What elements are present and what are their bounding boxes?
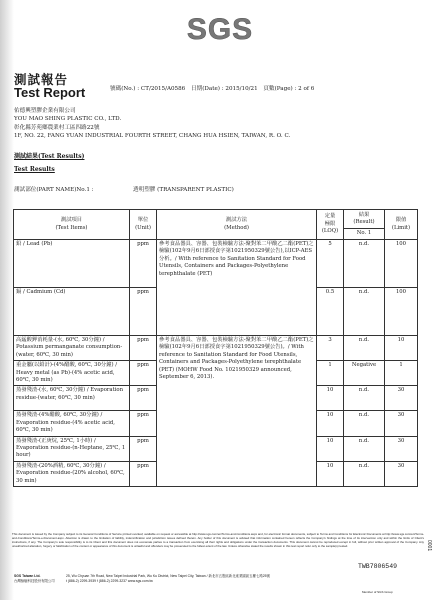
sgs-company-en: SGS Taiwan Ltd. <box>14 574 41 578</box>
row-item: 蒸發殘渣-(水, 60℃, 30分鐘) / Evaporation residue-(water, 60℃, 30 min) <box>14 386 130 411</box>
row-loq: 10 <box>317 461 344 486</box>
row-method: 參考食品器具、容器、包裝檢驗方法-聚對苯二甲酸乙二酯(PET)之檢驗(102年9月6日部授食字第1021950329號公告),以ICP-AES分析。/ With reference to Sanitation Standard for Food Utensils, Containers and Packages-Polyethylene terephthalate (PET) <box>157 240 317 336</box>
row-result: n.d. <box>344 240 385 288</box>
row-item: 高錳酸鉀消耗量-(水, 60℃, 30分鐘) / Potassium permanganate consumption-(water, 60℃, 30 min) <box>14 336 130 361</box>
row-loq: 0.5 <box>317 288 344 336</box>
company-block <box>14 107 290 141</box>
row-item: 鉛 / Lead (Pb) <box>14 240 130 288</box>
results-table <box>13 209 418 487</box>
row-loq: 10 <box>317 436 344 461</box>
row-result: n.d. <box>344 411 385 436</box>
row-result: n.d. <box>344 288 385 336</box>
header-result-no: No. 1 <box>344 229 385 240</box>
table-header-row <box>14 210 418 229</box>
row-loq: 1 <box>317 361 344 386</box>
svg-text:SGS: SGS <box>186 13 254 46</box>
section-title-zh: 測試結果(Test Results) <box>14 153 85 160</box>
row-unit: ppm <box>130 386 157 411</box>
row-limit: 30 <box>385 436 418 461</box>
report-title-en: Test Report <box>14 85 86 100</box>
header-limit: 限值 (Limit) <box>385 210 418 240</box>
row-unit: ppm <box>130 240 157 288</box>
row-limit: 100 <box>385 240 418 288</box>
row-loq: 3 <box>317 336 344 361</box>
sgs-logo <box>174 8 266 48</box>
row-item: 蒸發殘渣-(20%酒精, 60℃, 30分鐘) / Evaporation residue-(20% alcohol, 60℃, 30 min) <box>14 461 130 486</box>
table-row <box>14 336 418 361</box>
row-result: n.d. <box>344 386 385 411</box>
row-unit: ppm <box>130 288 157 336</box>
row-unit: ppm <box>130 336 157 361</box>
part-name-label: 測試部位(PART NAME)No.1 : <box>14 187 94 193</box>
sgs-address: 25, Wu Chyuan 7th Road, New Taipei Industrial Park, Wu Ku District, New Taipei City, Taiwan / 新北市五股區新北產業園區五權七路25號 <box>66 574 270 578</box>
scan-shadow <box>0 0 14 600</box>
row-limit: 100 <box>385 288 418 336</box>
row-result: n.d. <box>344 461 385 486</box>
member-of-sgs: Member of SGS Group <box>362 590 393 594</box>
row-loq: 10 <box>317 411 344 436</box>
company-name-zh: 佑德興塑膠企業有限公司 <box>14 108 76 114</box>
part-name-row <box>14 185 234 193</box>
row-result: Negative <box>344 361 385 386</box>
company-address-zh: 彰化縣芳苑鄉農業村工區四路22號 <box>14 124 100 131</box>
sgs-company-zh: 台灣檢驗科技股份有限公司 <box>14 579 55 583</box>
part-name-value: 透明塑膠 (TRANSPARENT PLASTIC) <box>133 187 234 193</box>
company-address-en: 1F, NO. 22, FANG YUAN INDUSTRIAL FOURTH STREET, CHANG HUA HSIEN, TAIWAN, R. O. C. <box>14 133 291 140</box>
page-code: TWB7806549 <box>358 563 398 570</box>
row-unit: ppm <box>130 411 157 436</box>
footer-disclaimer: This document is issued by the Company subject to its General Conditions of Service printed overleaf, available on request or accessible at http://www.sgs.com/en/Terms-and-Conditions.aspx and, for electronic format documents, subject to Terms and Conditions for Electronic Documents at http://www.sgs.com/en/Terms-and-Conditions/Terms-e-Document.aspx. Attention is drawn to the limitation of liability, indemnification and jurisdiction issues defined therein. Any holder of this document is advised that information contained hereon reflects the Company's findings at the time of its intervention only and within the limits of Client's instructions, if any. The Company's sole responsibility is to its Client and this document does not exonerate parties to a transaction from exercising all their rights and obligations under the transaction documents. This document cannot be reproduced except in full, without prior written approval of the Company. Any unauthorized alteration, forgery or falsification of the content or appearance of this document is unlawful and offenders may be prosecuted to the fullest extent of the law. Unless otherwise stated the results shown in this test report refer only to the sample(s) tested. <box>12 532 424 548</box>
company-name-en: YOU MAO SHING PLASTIC CO., LTD. <box>14 116 122 123</box>
row-item: 重金屬(以鉛計)-(4%醋酸, 60℃, 30分鐘) / Heavy metal (as Pb)-(4% acetic acid, 60℃, 30 min) <box>14 361 130 386</box>
table-row <box>14 240 418 288</box>
report-number: 號碼(No.) : CT/2015/A0586 <box>110 86 186 92</box>
row-limit: 30 <box>385 386 418 411</box>
row-loq: 10 <box>317 386 344 411</box>
report-date: 日期(Date) : 2015/10/21 <box>191 86 258 92</box>
report-title-zh: 測試報告 <box>14 72 69 87</box>
row-result: n.d. <box>344 436 385 461</box>
sgs-contact: t (886-2) 2299-3939 f (886-2) 2299-3237 www.sgs.com.tw <box>66 579 153 583</box>
row-item: 鎘 / Cadmium (Cd) <box>14 288 130 336</box>
row-limit: 1 <box>385 361 418 386</box>
row-unit: ppm <box>130 461 157 486</box>
section-title-en: Test Results <box>14 166 55 173</box>
row-unit: ppm <box>130 361 157 386</box>
row-item: 蒸發殘渣-(正庚烷, 25℃, 1小時) / Evaporation residue-(n-Heptane, 25℃, 1 hour) <box>14 436 130 461</box>
side-code: 0001 <box>426 540 432 552</box>
row-result: n.d. <box>344 336 385 361</box>
row-limit: 10 <box>385 336 418 361</box>
header-result: 結果 (Result) <box>344 210 385 229</box>
shared-method: 參考食品器具、容器、包裝檢驗方法-聚對苯二甲酸乙二酯(PET)之檢驗(102年9月6日部授食字第1021950329號公告)。/ With reference to Sanitation Standard for Food Utensils, Containers and Packages-Polyethylene terephthalate (PET) (MOHW Food No. 1021950329 announced, September 6, 2013). <box>157 336 317 487</box>
row-limit: 30 <box>385 461 418 486</box>
header-unit: 單位 (Unit) <box>130 210 157 240</box>
header-loq: 定量 極限 (LOQ) <box>317 210 344 240</box>
row-loq: 5 <box>317 240 344 288</box>
row-limit: 30 <box>385 411 418 436</box>
header-test-items: 測試項目 (Test Items) <box>14 210 130 240</box>
report-meta <box>110 84 318 92</box>
row-item: 蒸發殘渣-(4%醋酸, 60℃, 30分鐘) / Evaporation residue-(4% acetic acid, 60℃, 30 min) <box>14 411 130 436</box>
report-page: 頁數(Page) : 2 of 6 <box>263 86 315 92</box>
header-method: 測試方法 (Method) <box>157 210 317 240</box>
row-unit: ppm <box>130 436 157 461</box>
